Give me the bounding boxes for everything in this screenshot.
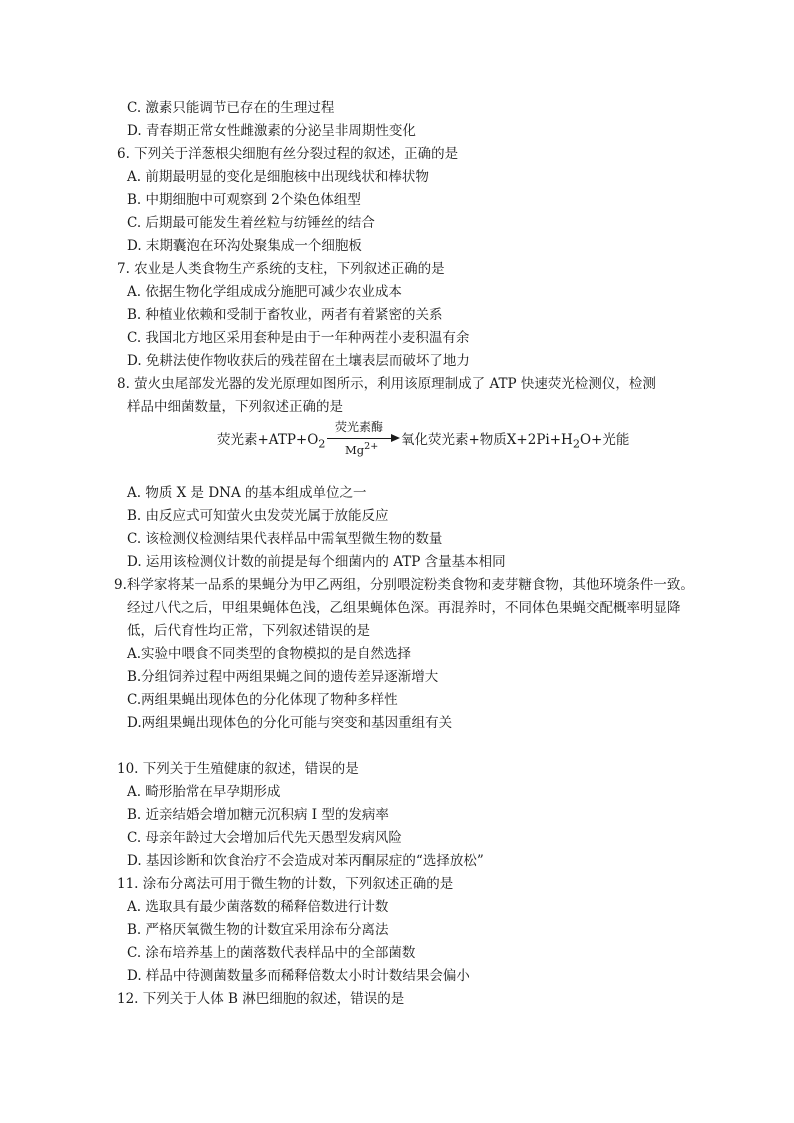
q8-stem-line2: 样品中细菌数量，下列叙述正确的是 — [127, 399, 343, 415]
q5-option-d: D. 青春期正常女性雌激素的分泌呈非周期性变化 — [127, 123, 416, 139]
q11-option-b: B. 严格厌氧微生物的计数宜采用涂布分离法 — [127, 922, 389, 938]
equation-reactants: 荧光素$+ATP+O_2$ — [217, 432, 326, 451]
equation-products: 氧化荧光素+物质$X+2Pi+H_2O+$光能 — [401, 432, 630, 451]
q9-option-b: B.分组饲养过程中两组果蝇之间的遗传差异逐渐增大 — [127, 669, 439, 685]
q6-stem: 6. 下列关于洋葱根尖细胞有丝分裂过程的叙述，正确的是 — [117, 146, 459, 162]
q10-stem: 10. 下列关于生殖健康的叙述，错误的是 — [117, 761, 359, 777]
q7-option-a: A. 依据生物化学组成成分施肥可减少农业成本 — [127, 284, 402, 300]
q7-stem: 7. 农业是人类食物生产系统的支柱，下列叙述正确的是 — [117, 261, 445, 277]
q6-option-b: B. 中期细胞中可观察到 2个染色体组型 — [127, 192, 361, 208]
q11-option-a: A. 选取具有最少菌落数的稀释倍数进行计数 — [127, 899, 389, 915]
luciferase-reaction-equation — [217, 420, 637, 460]
q6-option-d: D. 末期囊泡在环沟处聚集成一个细胞板 — [127, 238, 362, 254]
q7-option-d: D. 免耕法使作物收获后的残茬留在土壤表层而破坏了地力 — [127, 353, 470, 369]
q8-stem-line1: 8. 萤火虫尾部发光器的发光原理如图所示，利用该原理制成了 ATP 快速荧光检测仪，检测 — [117, 376, 656, 392]
equation-enzyme: 荧光素酶 — [335, 420, 384, 434]
q10-option-b: B. 近亲结婚会增加糖元沉积病 I 型的发病率 — [127, 807, 389, 823]
q9-stem-line3: 低，后代育性均正常，下列叙述错误的是 — [127, 623, 370, 639]
reaction-arrow-head — [391, 434, 400, 442]
q9-stem-line1: 9.科学家将某一品系的果蝇分为甲乙两组，分别喂淀粉类食物和麦芽糖食物，其他环境条件一致。 — [114, 577, 694, 593]
q9-option-c: C.两组果蝇出现体色的分化体现了物种多样性 — [127, 692, 398, 708]
q8-option-a: A. 物质 X 是 DNA 的基本组成单位之一 — [127, 485, 367, 501]
q8-option-d: D. 运用该检测仪计数的前提是每个细菌内的 ATP 含量基本相同 — [127, 554, 506, 570]
q10-option-c: C. 母亲年龄过大会增加后代先天愚型发病风险 — [127, 830, 402, 846]
equation-cofactor: $Mg^{2+}$ — [345, 441, 379, 457]
q9-option-d: D.两组果蝇出现体色的分化可能与突变和基因重组有关 — [127, 715, 453, 731]
q8-option-c: C. 该检测仪检测结果代表样品中需氧型微生物的数量 — [127, 531, 443, 547]
q8-option-b: B. 由反应式可知萤火虫发荧光属于放能反应 — [127, 508, 389, 524]
q9-stem-line2: 经过八代之后，甲组果蝇体色浅，乙组果蝇体色深。再混养时，不同体色果蝇交配概率明显降 — [127, 600, 681, 616]
q11-option-d: D. 样品中待测菌数量多而稀释倍数太小时计数结果会偏小 — [127, 968, 470, 984]
q5-option-c: C. 激素只能调节已存在的生理过程 — [127, 100, 335, 116]
q7-option-c: C. 我国北方地区采用套种是由于一年种两茬小麦积温有余 — [127, 330, 470, 346]
q12-stem: 12. 下列关于人体 B 淋巴细胞的叙述，错误的是 — [117, 991, 405, 1007]
q6-option-c: C. 后期最可能发生着丝粒与纺锤丝的结合 — [127, 215, 375, 231]
reaction-arrow — [327, 438, 395, 439]
q10-option-d: D. 基因诊断和饮食治疗不会造成对苯丙酮尿症的“选择放松” — [127, 853, 484, 869]
q7-option-b: B. 种植业依赖和受制于畜牧业，两者有着紧密的关系 — [127, 307, 443, 323]
q10-option-a: A. 畸形胎常在早孕期形成 — [127, 784, 281, 800]
q6-option-a: A. 前期最明显的变化是细胞核中出现线状和棒状物 — [127, 169, 429, 185]
q9-option-a: A.实验中喂食不同类型的食物模拟的是自然选择 — [127, 646, 412, 662]
q11-option-c: C. 涂布培养基上的菌落数代表样品中的全部菌数 — [127, 945, 416, 961]
q11-stem: 11. 涂布分离法可用于微生物的计数，下列叙述正确的是 — [117, 876, 454, 892]
